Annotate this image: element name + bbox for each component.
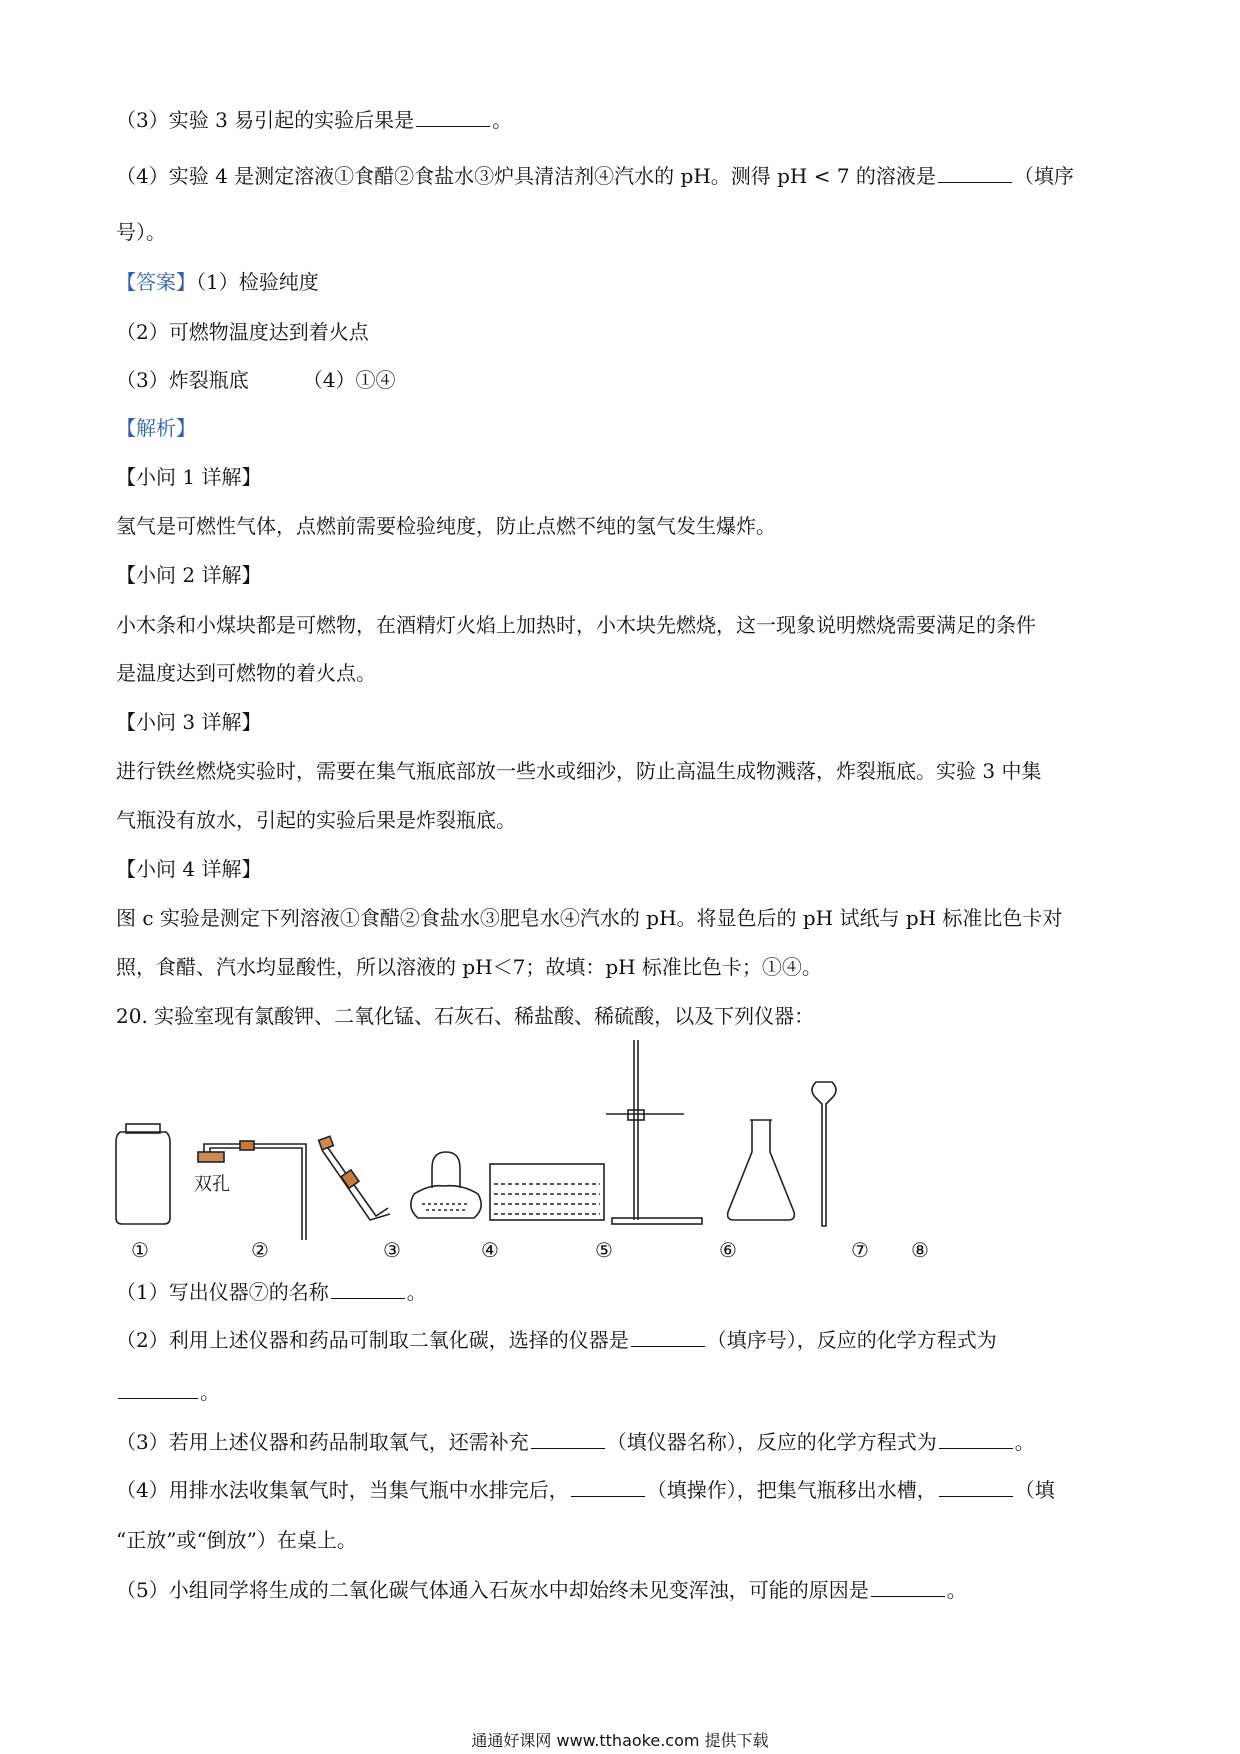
sub-question-4-heading: 【小问 4 详解】 [116, 857, 262, 881]
answer-blank [871, 1576, 945, 1597]
answer-line-3: （3）炸裂瓶底 （4）①④ [116, 368, 396, 392]
figure-label-7: ⑦ [851, 1238, 869, 1262]
question-4: （4）实验 4 是测定溶液①食醋②食盐水③炉具清洁剂④汽水的 pH。测得 pH < 7 的溶液是 （填序 [116, 164, 1074, 188]
double-hole-label: 双孔 [194, 1174, 230, 1195]
q20-part-4-cont: “正放”或“倒放”）在桌上。 [116, 1528, 357, 1552]
sub-question-2-heading: 【小问 2 详解】 [116, 563, 262, 587]
sub-question-4-text-1: 图 c 实验是测定下列溶液①食醋②食盐水③肥皂水④汽水的 pH。将显色后的 pH 试纸与 pH 标准比色卡对 [116, 906, 1063, 930]
conical-flask-icon [728, 1120, 795, 1220]
q20-part-1: （1）写出仪器⑦的名称 。 [116, 1280, 427, 1304]
sub-question-3-text-2: 气瓶没有放水，引起的实验后果是炸裂瓶底。 [116, 808, 516, 832]
sub-question-1-heading: 【小问 1 详解】 [116, 465, 262, 489]
apparatus-figure [106, 1040, 946, 1270]
iron-stand-icon [606, 1040, 702, 1224]
figure-label-2: ② [251, 1238, 269, 1262]
answer-blank [939, 1428, 1013, 1449]
figure-label-6: ⑥ [719, 1238, 737, 1262]
page-footer: 通通好课网 www.tthaoke.com 提供下载 [471, 1731, 769, 1750]
figure-label-5: ⑤ [595, 1238, 613, 1262]
sub-question-2-text-2: 是温度达到可燃物的着火点。 [116, 661, 376, 685]
figure-label-8: ⑧ [911, 1238, 929, 1262]
figure-label-4: ④ [481, 1238, 499, 1262]
gas-jar-icon [116, 1124, 170, 1224]
answer-blank [118, 1378, 198, 1399]
q20-part-2-cont: 。 [116, 1378, 220, 1406]
q20-part-2: （2）利用上述仪器和药品可制取二氧化碳，选择的仪器是 （填序号），反应的化学方程式为 [116, 1328, 997, 1352]
answer-blank [571, 1476, 645, 1497]
analysis-label: 【解析】 [116, 416, 196, 440]
answer-blank [631, 1326, 705, 1347]
question-4-cont: 号）。 [116, 220, 166, 244]
answer-blank [331, 1278, 405, 1299]
answer-blank [939, 1476, 1013, 1497]
alcohol-lamp-icon [411, 1152, 481, 1218]
water-trough-icon [490, 1164, 604, 1220]
answer-blank [938, 162, 1012, 183]
figure-label-3: ③ [383, 1238, 401, 1262]
sub-question-4-text-2: 照，食醋、汽水均显酸性，所以溶液的 pH＜7；故填：pH 标准比色卡；①④。 [116, 955, 822, 979]
q20-part-5: （5）小组同学将生成的二氧化碳气体通入石灰水中却始终未见变浑浊，可能的原因是 。 [116, 1578, 967, 1602]
question-20-stem: 20. 实验室现有氯酸钾、二氧化锰、石灰石、稀盐酸、稀硫酸，以及下列仪器： [116, 1004, 815, 1028]
answer-label: 【答案】 [116, 270, 196, 294]
answer-line-1: 【答案】（1）检验纯度 [116, 270, 319, 294]
q20-part-4: （4）用排水法收集氧气时，当集气瓶中水排完后， （填操作），把集气瓶移出水槽， （填 [116, 1478, 1055, 1502]
sub-question-2-text-1: 小木条和小煤块都是可燃物，在酒精灯火焰上加热时，小木块先燃烧，这一现象说明燃烧需要满足的条件 [116, 613, 1036, 637]
sub-question-3-text-1: 进行铁丝燃烧实验时，需要在集气瓶底部放一些水或细沙，防止高温生成物溅落，炸裂瓶底。实验 3 中集 [116, 759, 1042, 783]
question-3: （3）实验 3 易引起的实验后果是 。 [116, 108, 513, 132]
answer-blank [416, 106, 490, 127]
figure-label-1: ① [131, 1238, 149, 1262]
bent-tube-icon [319, 1136, 390, 1220]
answer-line-2: （2）可燃物温度达到着火点 [116, 320, 369, 344]
sub-question-3-heading: 【小问 3 详解】 [116, 710, 262, 734]
q20-part-3: （3）若用上述仪器和药品制取氧气，还需补充 （填仪器名称），反应的化学方程式为 。 [116, 1430, 1035, 1454]
sub-question-1-text: 氢气是可燃性气体，点燃前需要检验纯度，防止点燃不纯的氢气发生爆炸。 [116, 514, 776, 538]
answer-blank [531, 1428, 605, 1449]
long-neck-funnel-icon [812, 1082, 836, 1226]
